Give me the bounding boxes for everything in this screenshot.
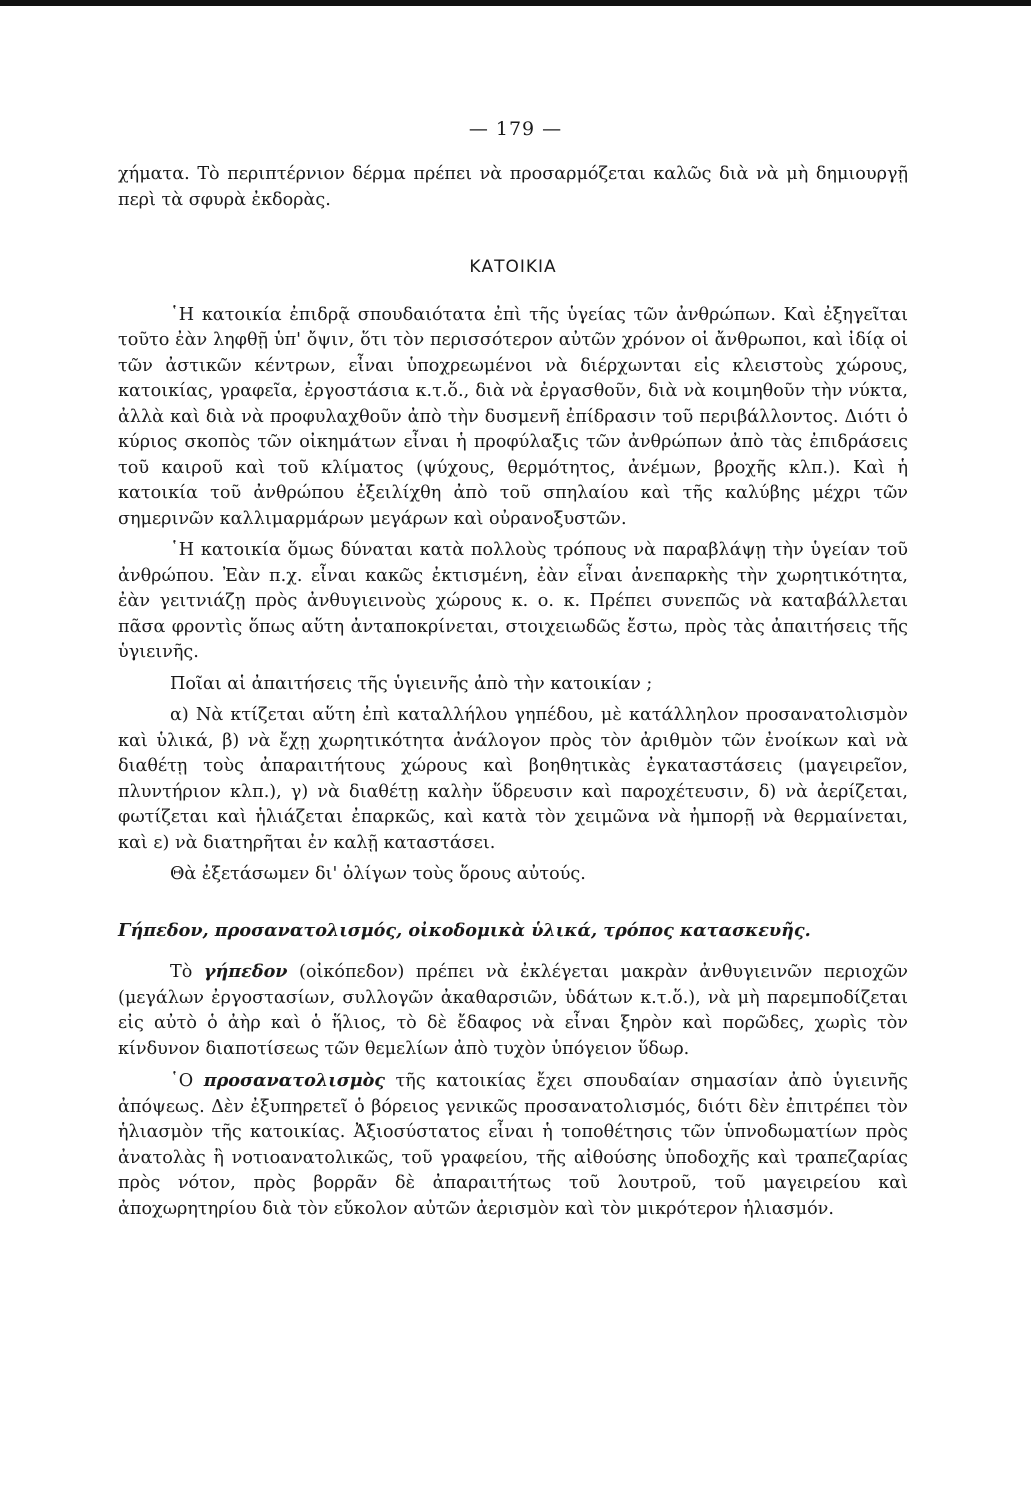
intro-paragraph: χήματα. Τὸ περιπτέρνιον δέρμα πρέπει νὰ προσαρμόζεται καλῶς διὰ νὰ μὴ δημιουργῇ περὶ τὰ σφυρὰ ἐκδορὰς.	[118, 164, 908, 210]
section-heading: Γήπεδον, προσανατολισμός, οἰκοδομικὰ ὑλικά, τρόπος κατασκευῆς.	[118, 919, 811, 941]
page-number: — 179 —	[468, 118, 563, 140]
orientation-term: προσανατολισμὸς	[203, 1070, 386, 1091]
plot-term: γήπεδον	[203, 961, 288, 982]
orientation-text: τῆς κατοικίας ἔχει σπουδαίαν σημασίαν ἀπὸ ὑγιεινῆς ἀπόψεως. Δὲν ἐξυπηρετεῖ ὁ βόρειος γενικῶς προσανατολισμός, διότι δὲν ἐπιτρέπει τὸν ἡλιασμὸν τῆς κατοικίας. Ἀξιοσύστατος εἶναι ἡ τοποθέτησις τῶν ὑπνοδωματίων πρὸς ἀνατολὰς ἢ νοτιοανατολικῶς, τοῦ γραφείου, τῆς αἰθούσης ὑποδοχῆς καὶ τραπεζαρίας πρὸς νότον, πρὸς βορρᾶν δὲ ἀπαραιτήτως τοῦ λουτροῦ, τοῦ μαγειρείου καὶ ἀποχωρητηρίου διὰ τὸν εὔκολον αὐτῶν ἀερισμὸν καὶ τὸν μικρότερον ἡλιασμόν.	[118, 1071, 908, 1219]
plot-text: (οἰκόπεδον) πρέπει νὰ ἐκλέγεται μακρὰν ἀνθυγιεινῶν περιοχῶν (μεγάλων ἐργοστασίων, συλλογῶν ἀκαθαρσιῶν, ὑδάτων κ.τ.ὅ.), νὰ μὴ παρεμποδίζεται εἰς αὐτὸ ὁ ἀὴρ καὶ ὁ ἥλιος, τὸ δὲ ἔδαφος νὰ εἶναι ξηρὸν καὶ πορῶδες, χωρὶς τὸν κίνδυνον διαποτίσεως τῶν θεμελίων ἀπὸ τυχὸν ὑπόγειον ὕδωρ.	[118, 962, 909, 1059]
orientation-lead: ῾Ο	[170, 1071, 204, 1091]
paragraph-orientation	[118, 1068, 908, 1222]
paragraph-housing-health: ῾Η κατοικία ἐπιδρᾷ σπουδαιότατα ἐπὶ τῆς ὑγείας τῶν ἀνθρώπων. Καὶ ἐξηγεῖται τοῦτο ἐὰν ληφθῇ ὑπ' ὄψιν, ὅτι τὸν περισσότερον αὐτῶν χρόνον οἱ ἄνθρωποι, καὶ ἰδίᾳ οἱ τῶν ἀστικῶν κέντρων, εἶναι ὑποχρεωμένοι νὰ διέρχωνται εἰς κλειστοὺς χώρους, κατοικίας, γραφεῖα, ἐργοστάσια κ.τ.ὅ., διὰ νὰ ἐργασθοῦν, διὰ νὰ κοιμηθοῦν τὴν νύκτα, ἀλλὰ καὶ διὰ νὰ προφυλαχθοῦν ἀπὸ τὴν δυσμενῆ ἐπίδρασιν τοῦ περιβάλλοντος. Διότι ὁ κύριος σκοπὸς τῶν οἰκημάτων εἶναι ἡ προφύλαξις τῶν ἀνθρώπων ἀπὸ τὰς ἐπιδράσεις τοῦ καιροῦ καὶ τοῦ κλίματος (ψύχους, θερμότητος, ἀνέμων, βροχῆς κλπ.). Καὶ ἡ κατοικία τοῦ ἀνθρώπου ἐξειλίχθη ἀπὸ τοῦ σπηλαίου καὶ τῆς καλύβης μέχρι τῶν σημερινῶν καλλιμαρμάρων μεγάρων καὶ οὐρανοξυστῶν.	[118, 304, 908, 529]
page-body	[118, 162, 908, 1222]
paragraph-housing-harm: ῾Η κατοικία ὅμως δύναται κατὰ πολλοὺς τρόπους νὰ παραβλάψῃ τὴν ὑγείαν τοῦ ἀνθρώπου. Ἐὰν π.χ. εἶναι κακῶς ἐκτισμένη, ἐὰν εἶναι ἀνεπαρκὴς τὴν χωρητικότητα, ἐὰν γειτνιάζῃ πρὸς ἀνθυγιεινοὺς χώρους κ. ο. κ. Πρέπει συνεπῶς νὰ καταβάλλεται πᾶσα φροντὶς ὅπως αὕτη ἀνταποκρίνεται, στοιχειωδῶς ἔστω, πρὸς τὰς ἀπαιτήσεις τῆς ὑγιεινῆς.	[118, 540, 908, 662]
plot-lead: Τὸ	[170, 962, 204, 982]
requirements-question: Ποῖαι αἱ ἀπαιτήσεις τῆς ὑγιεινῆς ἀπὸ τὴν κατοικίαν ;	[170, 673, 653, 694]
chapter-heading: ΚΑΤΟΙΚΙΑ	[469, 257, 557, 277]
requirements-conclusion: Θὰ ἐξετάσωμεν δι' ὀλίγων τοὺς ὅρους αὐτούς.	[170, 864, 586, 884]
requirements-list: α) Νὰ κτίζεται αὕτη ἐπὶ καταλλήλου γηπέδου, μὲ κατάλληλον προσανατολισμὸν καὶ ὑλικά, β) νὰ ἔχῃ χωρητικότητα ἀνάλογον πρὸς τὸν ἀριθμὸν τῶν ἐνοίκων καὶ νὰ διαθέτῃ τοὺς ἀπαραιτήτους χώρους καὶ βοηθητικὰς ἐγκαταστάσεις (μαγειρεῖον, πλυντήριον κλπ.), γ) νὰ διαθέτῃ καλὴν ὕδρευσιν καὶ παροχέτευσιν, δ) νὰ ἀερίζεται, φωτίζεται καὶ ἡλιάζεται ἐπαρκῶς, καὶ κατὰ τὸν χειμῶνα νὰ ἠμπορῇ νὰ θερμαίνεται, καὶ ε) νὰ διατηρῆται ἐν καλῇ καταστάσει.	[118, 705, 908, 853]
paragraph-plot	[118, 959, 908, 1062]
